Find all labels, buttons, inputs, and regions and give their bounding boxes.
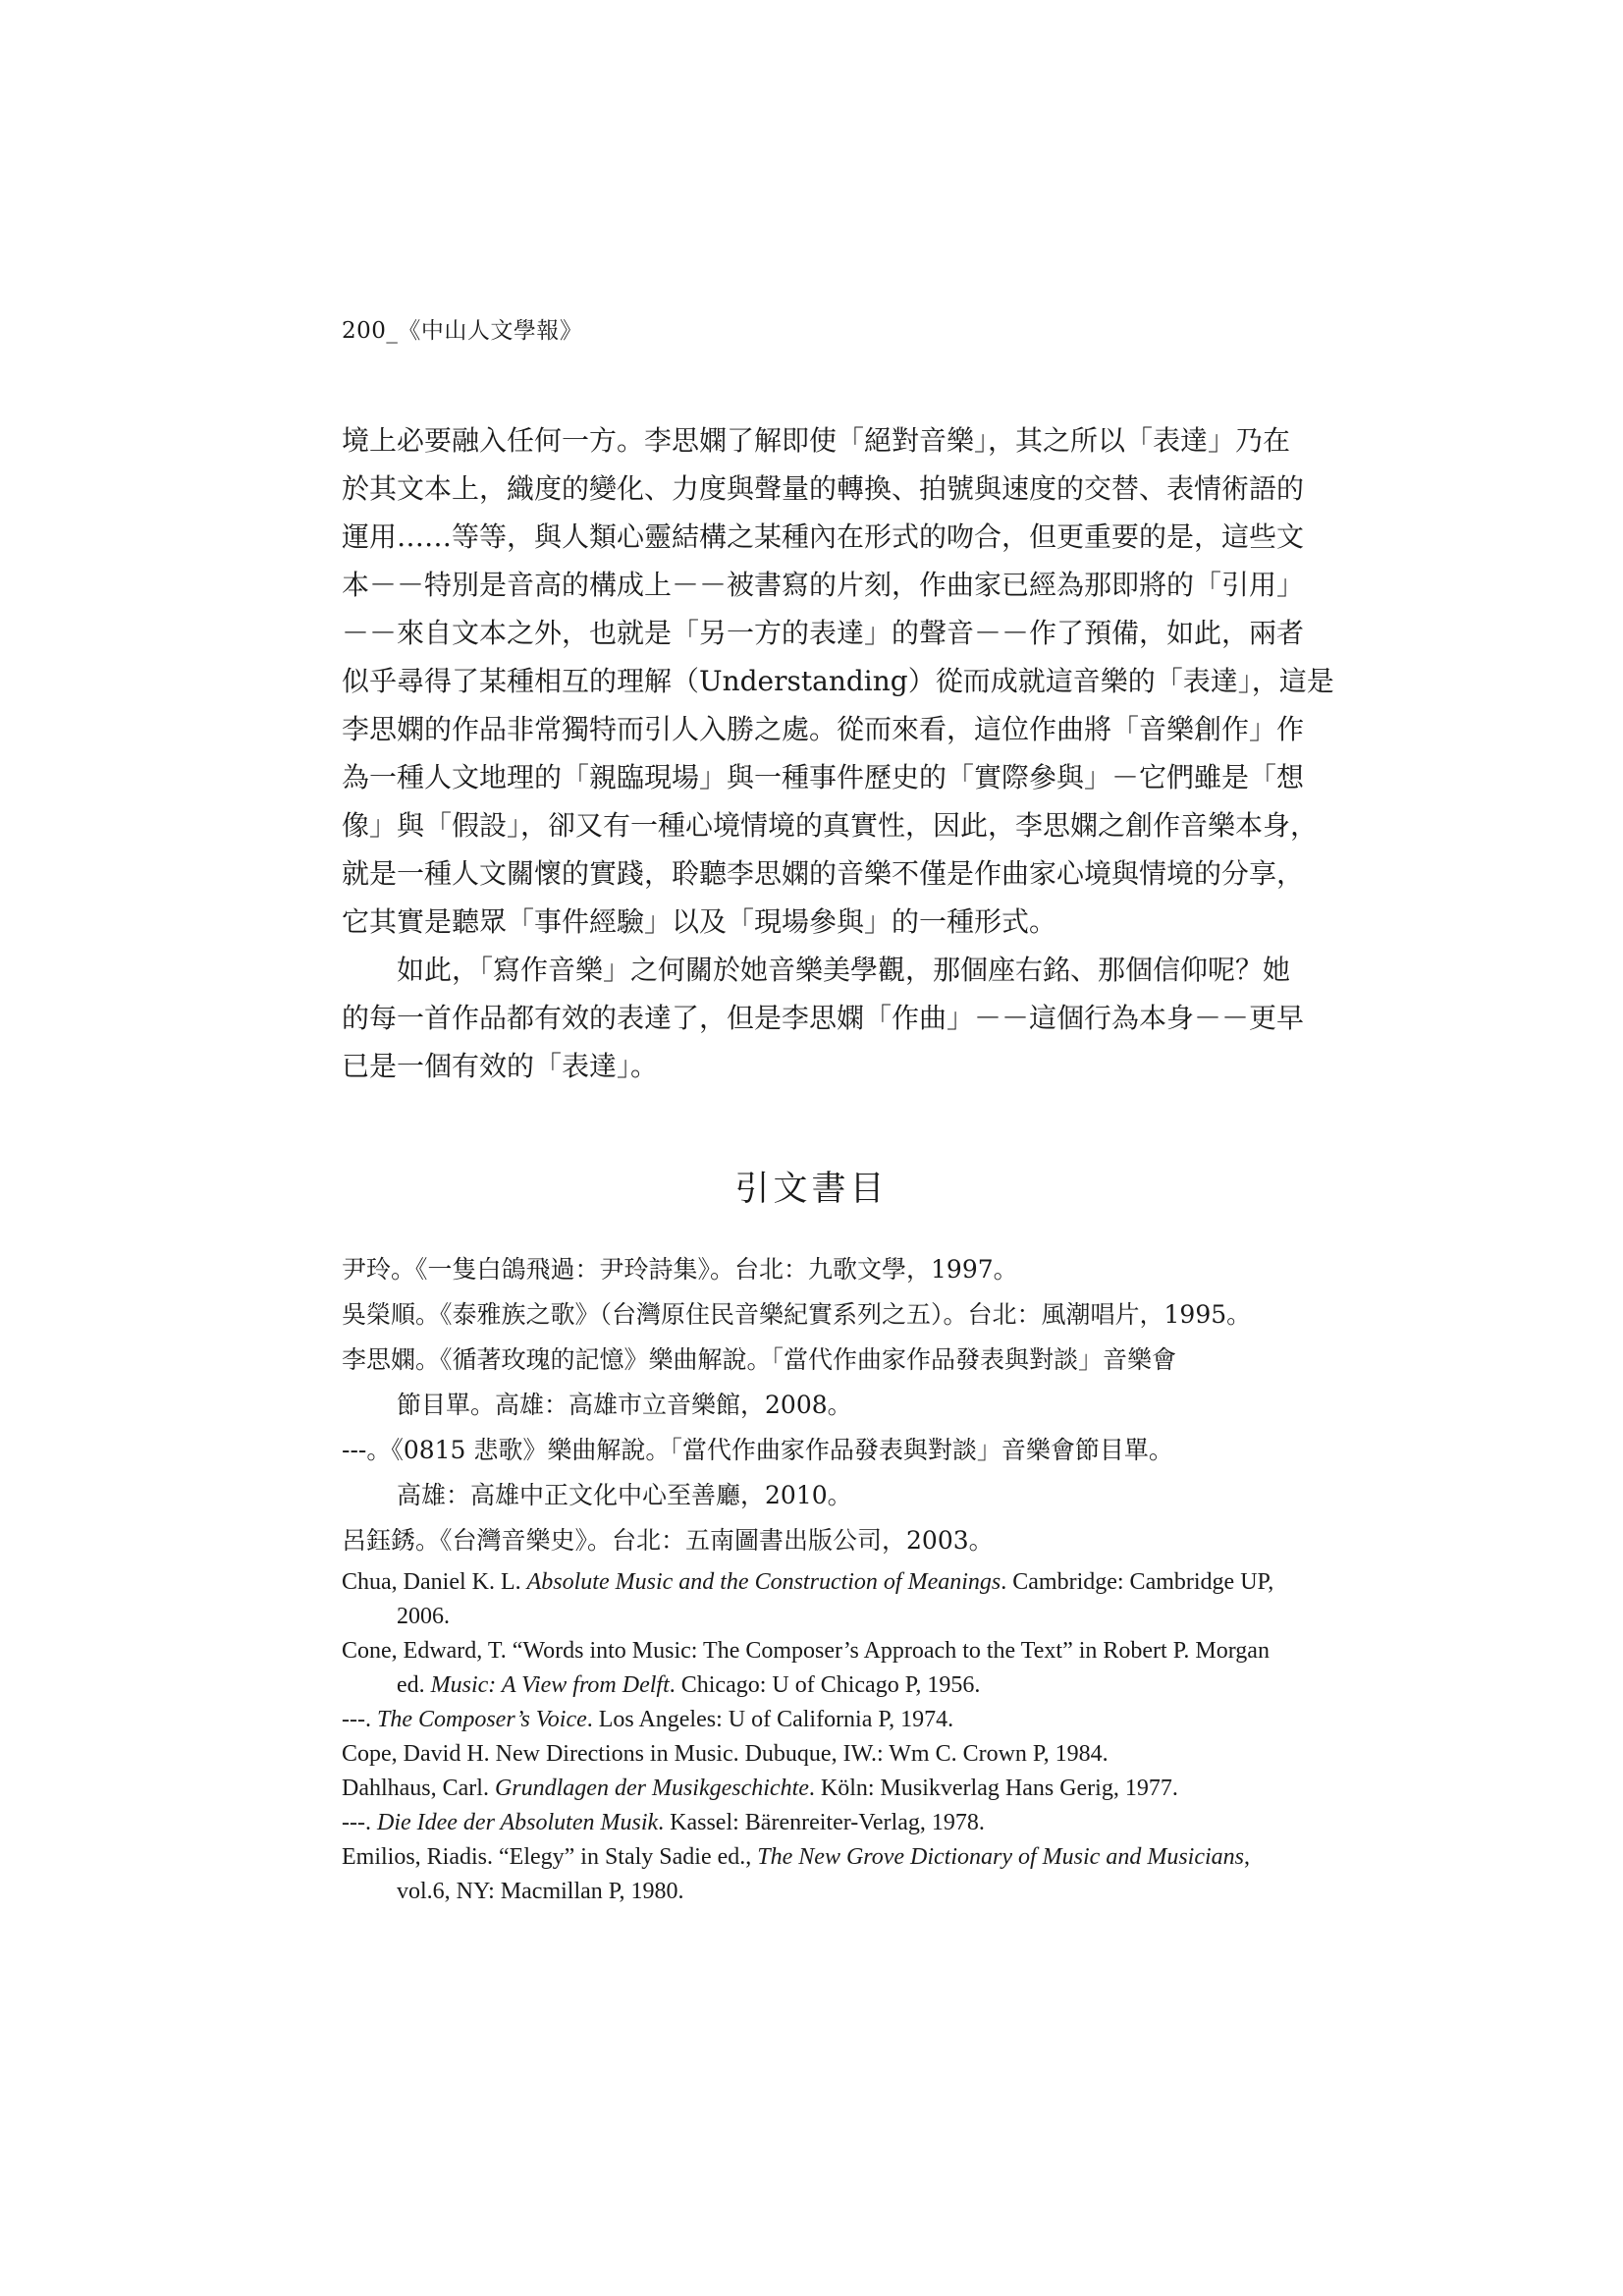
body-paragraphs bbox=[342, 416, 1334, 1090]
body-line: 它其實是聽眾「事件經驗」以及「現場參與」的一種形式。 bbox=[342, 905, 1057, 938]
reference-continuation: 高雄：高雄中正文化中心至善廳，2010。 bbox=[397, 1481, 852, 1509]
reference-publisher: . Kassel: Bärenreiter-Verlag, 1978. bbox=[658, 1810, 985, 1835]
reference-publisher: . Chicago: U of Chicago P, 1956. bbox=[669, 1672, 981, 1698]
reference-publisher: . Los Angeles: U of California P, 1974. bbox=[586, 1707, 954, 1732]
running-head: 200_《中山人文學報》 bbox=[342, 318, 583, 344]
reference-item bbox=[342, 1565, 1296, 1634]
reference-publisher: . Cambridge: Cambridge UP, 2006. bbox=[397, 1569, 1274, 1629]
reference-author: Dahlhaus, Carl. bbox=[342, 1776, 495, 1801]
reference-author: Cone, Edward, T. “Words into Music: The Composer’s Approach to the Text” in Robert P. Morgan ed. bbox=[342, 1638, 1270, 1698]
reference-item bbox=[342, 1737, 1296, 1772]
reference-text: ---。《0815 悲歌》樂曲解說。「當代作曲家作品發表與對談」音樂會節目單。 bbox=[342, 1436, 1173, 1464]
body-line: 已是一個有效的「表達」。 bbox=[342, 1050, 659, 1082]
reference-item bbox=[342, 1338, 1296, 1428]
reference-publisher: , vol.6, NY: Macmillan P, 1980. bbox=[397, 1844, 1250, 1904]
references-english bbox=[342, 1565, 1296, 1909]
reference-text: 李思嫻。《循著玫瑰的記憶》樂曲解說。「當代作曲家作品發表與對談」音樂會 bbox=[342, 1345, 1177, 1374]
reference-title: Music: A View from Delft bbox=[430, 1672, 670, 1698]
reference-text: 呂鈺銹。《台灣音樂史》。台北：五南圖書出版公司，2003。 bbox=[342, 1526, 994, 1555]
reference-title: Die Idee der Absoluten Musik bbox=[376, 1810, 659, 1835]
reference-item bbox=[342, 1772, 1296, 1806]
body-line: 像」與「假設」，卻又有一種心境情境的真實性，因此，李思嫻之創作音樂本身， bbox=[342, 809, 1319, 842]
section-title: 引文書目 bbox=[734, 1170, 889, 1209]
reference-continuation: 節目單。高雄：高雄市立音樂館，2008。 bbox=[397, 1391, 852, 1419]
reference-title: The New Grove Dictionary of Music and Musicians bbox=[757, 1844, 1244, 1870]
reference-author: Chua, Daniel K. L. bbox=[342, 1569, 527, 1595]
reference-item bbox=[342, 1806, 1296, 1840]
body-line: 李思嫻的作品非常獨特而引人入勝之處。從而來看，這位作曲將「音樂創作」作 bbox=[342, 713, 1305, 745]
body-line: 如此，「寫作音樂」之何關於她音樂美學觀，那個座右銘、那個信仰呢？她 bbox=[397, 954, 1291, 986]
body-line: 似乎尋得了某種相互的理解（Understanding）從而成就這音樂的「表達」，這是 bbox=[342, 665, 1334, 697]
body-line: 於其文本上，織度的變化、力度與聲量的轉換、拍號與速度的交替、表情術語的 bbox=[342, 472, 1305, 505]
body-line: 境上必要融入任何一方。李思嫻了解即使「絕對音樂」，其之所以「表達」乃在 bbox=[342, 424, 1291, 457]
reference-title: Grundlagen der Musikgeschichte bbox=[494, 1776, 809, 1801]
reference-text: 尹玲。《一隻白鴿飛過：尹玲詩集》。台北：九歌文學，1997。 bbox=[342, 1255, 1018, 1284]
reference-author: Cope, David H. New Directions in Music. Dubuque, IW.: Wm C. Crown P, 1984. bbox=[342, 1741, 1109, 1767]
reference-item bbox=[342, 1247, 1296, 1292]
reference-item bbox=[342, 1518, 1296, 1563]
body-line: 本－－特別是音高的構成上－－被書寫的片刻，作曲家已經為那即將的「引用」 bbox=[342, 569, 1305, 601]
reference-item bbox=[342, 1634, 1296, 1703]
reference-item bbox=[342, 1703, 1296, 1737]
references-chinese bbox=[342, 1247, 1296, 1563]
body-line: 就是一種人文關懷的實踐，聆聽李思嫻的音樂不僅是作曲家心境與情境的分享， bbox=[342, 857, 1305, 890]
reference-item bbox=[342, 1428, 1296, 1518]
reference-author: Emilios, Riadis. “Elegy” in Staly Sadie ed., bbox=[342, 1844, 758, 1870]
reference-author: ---. bbox=[342, 1707, 377, 1732]
reference-title: The Composer’s Voice bbox=[376, 1707, 587, 1732]
body-line: －－來自文本之外，也就是「另一方的表達」的聲音－－作了預備，如此，兩者 bbox=[342, 617, 1305, 649]
reference-publisher: . Köln: Musikverlag Hans Gerig, 1977. bbox=[808, 1776, 1178, 1801]
reference-item bbox=[342, 1292, 1296, 1338]
body-line: 為一種人文地理的「親臨現場」與一種事件歷史的「實際參與」－它們雖是「想 bbox=[342, 761, 1305, 793]
body-line: 的每一首作品都有效的表達了，但是李思嫻「作曲」－－這個行為本身－－更早 bbox=[342, 1002, 1305, 1034]
reference-text: 吳榮順。《泰雅族之歌》（台灣原住民音樂紀實系列之五）。台北：風潮唱片，1995。 bbox=[342, 1300, 1252, 1329]
reference-item bbox=[342, 1840, 1296, 1909]
reference-author: ---. bbox=[342, 1810, 377, 1835]
body-line: 運用……等等，與人類心靈結構之某種內在形式的吻合，但更重要的是，這些文 bbox=[342, 520, 1305, 553]
reference-title: Absolute Music and the Construction of Meanings bbox=[526, 1569, 1001, 1595]
